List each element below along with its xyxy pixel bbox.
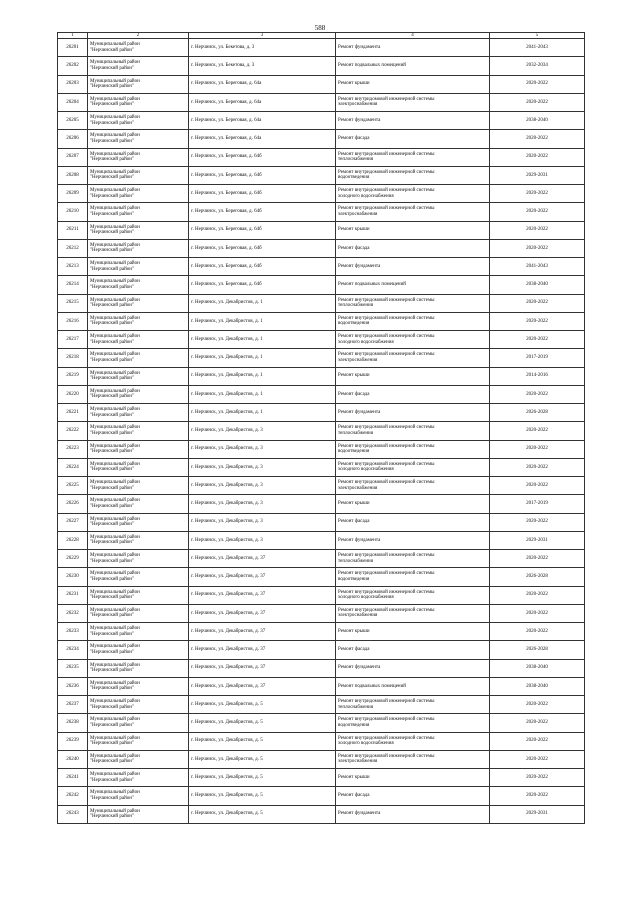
table-row bbox=[58, 221, 585, 239]
column-header: 3 bbox=[189, 33, 336, 39]
address-cell: г. Нерчинск, ул. Береговая, д. 64а bbox=[189, 130, 336, 148]
period-cell: 2020-2022 bbox=[490, 604, 585, 622]
period-cell: 2041-2043 bbox=[490, 258, 585, 276]
row-number-cell: 26223 bbox=[58, 440, 88, 458]
row-number-cell: 26228 bbox=[58, 531, 88, 549]
period-cell: 2020-2022 bbox=[490, 385, 585, 403]
period-cell: 2020-2022 bbox=[490, 294, 585, 312]
address-cell: г. Нерчинск, ул. Береговая, д. 64а bbox=[189, 112, 336, 130]
period-cell: 2032-2034 bbox=[490, 57, 585, 75]
work-type-cell: Ремонт фундамента bbox=[336, 531, 490, 549]
period-cell: 2020-2022 bbox=[490, 586, 585, 604]
work-type-cell: Ремонт фасада bbox=[336, 513, 490, 531]
address-cell: г. Нерчинск, ул. Береговая, д. 64а bbox=[189, 93, 336, 111]
address-cell: г. Нерчинск, ул. Декабристов, д. 5 bbox=[189, 732, 336, 750]
table-row bbox=[58, 696, 585, 714]
row-number-cell: 26239 bbox=[58, 732, 88, 750]
row-number-cell: 26202 bbox=[58, 57, 88, 75]
address-cell: г. Нерчинск, ул. Береговая, д. 64б bbox=[189, 185, 336, 203]
work-type-cell: Ремонт внутридомовой инженерной системы теплоснабжения bbox=[336, 294, 490, 312]
period-cell: 2020-2022 bbox=[490, 732, 585, 750]
work-type-cell: Ремонт фундамента bbox=[336, 659, 490, 677]
row-number-cell: 26225 bbox=[58, 477, 88, 495]
work-type-cell: Ремонт внутридомовой инженерной системы электроснабжения bbox=[336, 750, 490, 768]
table-row bbox=[58, 148, 585, 166]
row-number-cell: 26209 bbox=[58, 185, 88, 203]
municipality-cell: Муниципальный район "Нерчинский район" bbox=[88, 75, 189, 93]
address-cell: г. Нерчинск, ул. Береговая, д. 64б bbox=[189, 239, 336, 257]
row-number-cell: 26205 bbox=[58, 112, 88, 130]
table-row bbox=[58, 805, 585, 823]
row-number-cell: 26208 bbox=[58, 166, 88, 184]
address-cell: г. Нерчинск, ул. Декабристов, д. 3 bbox=[189, 477, 336, 495]
table-row bbox=[58, 623, 585, 641]
table-row bbox=[58, 659, 585, 677]
row-number-cell: 26221 bbox=[58, 404, 88, 422]
row-number-cell: 26222 bbox=[58, 422, 88, 440]
row-number-cell: 26233 bbox=[58, 623, 88, 641]
table-row bbox=[58, 404, 585, 422]
municipality-cell: Муниципальный район "Нерчинский район" bbox=[88, 404, 189, 422]
row-number-cell: 26218 bbox=[58, 349, 88, 367]
period-cell: 2020-2022 bbox=[490, 787, 585, 805]
address-cell: г. Нерчинск, ул. Бекетова, д. 3 bbox=[189, 57, 336, 75]
row-number-cell: 26241 bbox=[58, 769, 88, 787]
address-cell: г. Нерчинск, ул. Береговая, д. 64б bbox=[189, 258, 336, 276]
table-row bbox=[58, 166, 585, 184]
work-type-cell: Ремонт внутридомовой инженерной системы водоотведения bbox=[336, 568, 490, 586]
address-cell: г. Нерчинск, ул. Декабристов, д. 37 bbox=[189, 586, 336, 604]
municipality-cell: Муниципальный район "Нерчинский район" bbox=[88, 166, 189, 184]
table-row bbox=[58, 276, 585, 294]
row-number-cell: 26216 bbox=[58, 312, 88, 330]
row-number-cell: 26242 bbox=[58, 787, 88, 805]
table-row bbox=[58, 385, 585, 403]
municipality-cell: Муниципальный район "Нерчинский район" bbox=[88, 276, 189, 294]
table-row bbox=[58, 239, 585, 257]
period-cell: 2038-2040 bbox=[490, 276, 585, 294]
municipality-cell: Муниципальный район "Нерчинский район" bbox=[88, 550, 189, 568]
municipality-cell: Муниципальный район "Нерчинский район" bbox=[88, 112, 189, 130]
row-number-cell: 26227 bbox=[58, 513, 88, 531]
address-cell: г. Нерчинск, ул. Декабристов, д. 37 bbox=[189, 550, 336, 568]
work-type-cell: Ремонт фундамента bbox=[336, 112, 490, 130]
period-cell: 2020-2022 bbox=[490, 422, 585, 440]
table-row bbox=[58, 57, 585, 75]
municipality-cell: Муниципальный район "Нерчинский район" bbox=[88, 495, 189, 513]
period-cell: 2020-2022 bbox=[490, 331, 585, 349]
municipality-cell: Муниципальный район "Нерчинский район" bbox=[88, 203, 189, 221]
table-row bbox=[58, 495, 585, 513]
period-cell: 2020-2022 bbox=[490, 440, 585, 458]
work-type-cell: Ремонт подвальных помещений bbox=[336, 276, 490, 294]
municipality-cell: Муниципальный район "Нерчинский район" bbox=[88, 604, 189, 622]
period-cell: 2026-2028 bbox=[490, 568, 585, 586]
work-type-cell: Ремонт крыши bbox=[336, 75, 490, 93]
address-cell: г. Нерчинск, ул. Декабристов, д. 5 bbox=[189, 696, 336, 714]
period-cell: 2029-2031 bbox=[490, 531, 585, 549]
period-cell: 2020-2022 bbox=[490, 550, 585, 568]
row-number-cell: 26211 bbox=[58, 221, 88, 239]
row-number-cell: 26230 bbox=[58, 568, 88, 586]
period-cell: 2020-2022 bbox=[490, 130, 585, 148]
address-cell: г. Нерчинск, ул. Декабристов, д. 37 bbox=[189, 677, 336, 695]
table-row bbox=[58, 732, 585, 750]
row-number-cell: 26224 bbox=[58, 458, 88, 476]
municipality-cell: Муниципальный район "Нерчинский район" bbox=[88, 440, 189, 458]
row-number-cell: 26240 bbox=[58, 750, 88, 768]
work-type-cell: Ремонт внутридомовой инженерной системы теплоснабжения bbox=[336, 148, 490, 166]
address-cell: г. Нерчинск, ул. Декабристов, д. 5 bbox=[189, 750, 336, 768]
table-row bbox=[58, 422, 585, 440]
table-row bbox=[58, 750, 585, 768]
address-cell: г. Нерчинск, ул. Береговая, д. 64б bbox=[189, 148, 336, 166]
row-number-cell: 26234 bbox=[58, 641, 88, 659]
municipality-cell: Муниципальный район "Нерчинский район" bbox=[88, 221, 189, 239]
table-row bbox=[58, 93, 585, 111]
row-number-cell: 26204 bbox=[58, 93, 88, 111]
work-type-cell: Ремонт внутридомовой инженерной системы теплоснабжения bbox=[336, 696, 490, 714]
period-cell: 2020-2022 bbox=[490, 312, 585, 330]
municipality-cell: Муниципальный район "Нерчинский район" bbox=[88, 659, 189, 677]
table-row bbox=[58, 130, 585, 148]
table-row bbox=[58, 112, 585, 130]
address-cell: г. Нерчинск, ул. Бекетова, д. 3 bbox=[189, 39, 336, 57]
repair-schedule-table bbox=[57, 32, 585, 824]
address-cell: г. Нерчинск, ул. Декабристов, д. 1 bbox=[189, 294, 336, 312]
address-cell: г. Нерчинск, ул. Береговая, д. 64б bbox=[189, 221, 336, 239]
row-number-cell: 26220 bbox=[58, 385, 88, 403]
work-type-cell: Ремонт внутридомовой инженерной системы холодного водоснабжения bbox=[336, 458, 490, 476]
work-type-cell: Ремонт внутридомовой инженерной системы электроснабжения bbox=[336, 203, 490, 221]
municipality-cell: Муниципальный район "Нерчинский район" bbox=[88, 349, 189, 367]
work-type-cell: Ремонт фасада bbox=[336, 239, 490, 257]
period-cell: 2020-2022 bbox=[490, 623, 585, 641]
table-row bbox=[58, 714, 585, 732]
period-cell: 2020-2022 bbox=[490, 714, 585, 732]
address-cell: г. Нерчинск, ул. Декабристов, д. 3 bbox=[189, 422, 336, 440]
row-number-cell: 26215 bbox=[58, 294, 88, 312]
row-number-cell: 26231 bbox=[58, 586, 88, 604]
period-cell: 2020-2022 bbox=[490, 696, 585, 714]
column-header: 5 bbox=[490, 33, 585, 39]
table-row bbox=[58, 39, 585, 57]
work-type-cell: Ремонт крыши bbox=[336, 367, 490, 385]
period-cell: 2020-2022 bbox=[490, 513, 585, 531]
municipality-cell: Муниципальный район "Нерчинский район" bbox=[88, 57, 189, 75]
table-row bbox=[58, 367, 585, 385]
work-type-cell: Ремонт внутридомовой инженерной системы водоотведения bbox=[336, 312, 490, 330]
period-cell: 2020-2022 bbox=[490, 477, 585, 495]
row-number-cell: 26238 bbox=[58, 714, 88, 732]
municipality-cell: Муниципальный район "Нерчинский район" bbox=[88, 458, 189, 476]
work-type-cell: Ремонт подвальных помещений bbox=[336, 57, 490, 75]
work-type-cell: Ремонт внутридомовой инженерной системы теплоснабжения bbox=[336, 422, 490, 440]
period-cell: 2038-2040 bbox=[490, 677, 585, 695]
work-type-cell: Ремонт крыши bbox=[336, 769, 490, 787]
table-body bbox=[58, 33, 585, 824]
address-cell: г. Нерчинск, ул. Декабристов, д. 37 bbox=[189, 641, 336, 659]
row-number-cell: 26236 bbox=[58, 677, 88, 695]
period-cell: 2017-2019 bbox=[490, 495, 585, 513]
municipality-cell: Муниципальный район "Нерчинский район" bbox=[88, 93, 189, 111]
municipality-cell: Муниципальный район "Нерчинский район" bbox=[88, 148, 189, 166]
work-type-cell: Ремонт внутридомовой инженерной системы холодного водоснабжения bbox=[336, 331, 490, 349]
address-cell: г. Нерчинск, ул. Декабристов, д. 1 bbox=[189, 404, 336, 422]
municipality-cell: Муниципальный район "Нерчинский район" bbox=[88, 805, 189, 823]
period-cell: 2014-2016 bbox=[490, 367, 585, 385]
address-cell: г. Нерчинск, ул. Береговая, д. 64а bbox=[189, 75, 336, 93]
address-cell: г. Нерчинск, ул. Береговая, д. 64б bbox=[189, 166, 336, 184]
municipality-cell: Муниципальный район "Нерчинский район" bbox=[88, 185, 189, 203]
table-row bbox=[58, 641, 585, 659]
row-number-cell: 26217 bbox=[58, 331, 88, 349]
municipality-cell: Муниципальный район "Нерчинский район" bbox=[88, 714, 189, 732]
work-type-cell: Ремонт фасада bbox=[336, 787, 490, 805]
row-number-cell: 26212 bbox=[58, 239, 88, 257]
row-number-cell: 26235 bbox=[58, 659, 88, 677]
address-cell: г. Нерчинск, ул. Декабристов, д. 5 bbox=[189, 805, 336, 823]
municipality-cell: Муниципальный район "Нерчинский район" bbox=[88, 769, 189, 787]
address-cell: г. Нерчинск, ул. Декабристов, д. 37 bbox=[189, 604, 336, 622]
work-type-cell: Ремонт фундамента bbox=[336, 258, 490, 276]
address-cell: г. Нерчинск, ул. Декабристов, д. 1 bbox=[189, 385, 336, 403]
table-row bbox=[58, 787, 585, 805]
row-number-cell: 26206 bbox=[58, 130, 88, 148]
period-cell: 2020-2022 bbox=[490, 203, 585, 221]
address-cell: г. Нерчинск, ул. Декабристов, д. 37 bbox=[189, 568, 336, 586]
row-number-cell: 26210 bbox=[58, 203, 88, 221]
row-number-cell: 26214 bbox=[58, 276, 88, 294]
address-cell: г. Нерчинск, ул. Береговая, д. 64б bbox=[189, 276, 336, 294]
work-type-cell: Ремонт внутридомовой инженерной системы холодного водоснабжения bbox=[336, 586, 490, 604]
work-type-cell: Ремонт фундамента bbox=[336, 404, 490, 422]
period-cell: 2026-2028 bbox=[490, 404, 585, 422]
table-row bbox=[58, 349, 585, 367]
municipality-cell: Муниципальный район "Нерчинский район" bbox=[88, 696, 189, 714]
row-number-cell: 26237 bbox=[58, 696, 88, 714]
period-cell: 2029-2031 bbox=[490, 166, 585, 184]
row-number-cell: 26219 bbox=[58, 367, 88, 385]
table-row bbox=[58, 203, 585, 221]
work-type-cell: Ремонт крыши bbox=[336, 221, 490, 239]
address-cell: г. Нерчинск, ул. Береговая, д. 64б bbox=[189, 203, 336, 221]
address-cell: г. Нерчинск, ул. Декабристов, д. 37 bbox=[189, 623, 336, 641]
table-row bbox=[58, 294, 585, 312]
table-row bbox=[58, 458, 585, 476]
page-number: 588 bbox=[314, 24, 326, 32]
municipality-cell: Муниципальный район "Нерчинский район" bbox=[88, 586, 189, 604]
table-row bbox=[58, 568, 585, 586]
address-cell: г. Нерчинск, ул. Декабристов, д. 3 bbox=[189, 440, 336, 458]
address-cell: г. Нерчинск, ул. Декабристов, д. 1 bbox=[189, 367, 336, 385]
address-cell: г. Нерчинск, ул. Декабристов, д. 3 bbox=[189, 513, 336, 531]
table-row bbox=[58, 604, 585, 622]
work-type-cell: Ремонт крыши bbox=[336, 495, 490, 513]
work-type-cell: Ремонт внутридомовой инженерной системы водоотведения bbox=[336, 166, 490, 184]
municipality-cell: Муниципальный район "Нерчинский район" bbox=[88, 531, 189, 549]
table-row bbox=[58, 477, 585, 495]
work-type-cell: Ремонт внутридомовой инженерной системы электроснабжения bbox=[336, 477, 490, 495]
municipality-cell: Муниципальный район "Нерчинский район" bbox=[88, 568, 189, 586]
municipality-cell: Муниципальный район "Нерчинский район" bbox=[88, 787, 189, 805]
table-row bbox=[58, 258, 585, 276]
table-row bbox=[58, 440, 585, 458]
row-number-cell: 26232 bbox=[58, 604, 88, 622]
work-type-cell: Ремонт фасада bbox=[336, 130, 490, 148]
municipality-cell: Муниципальный район "Нерчинский район" bbox=[88, 477, 189, 495]
row-number-cell: 26213 bbox=[58, 258, 88, 276]
municipality-cell: Муниципальный район "Нерчинский район" bbox=[88, 385, 189, 403]
period-cell: 2038-2040 bbox=[490, 112, 585, 130]
municipality-cell: Муниципальный район "Нерчинский район" bbox=[88, 39, 189, 57]
period-cell: 2020-2022 bbox=[490, 93, 585, 111]
row-number-cell: 26203 bbox=[58, 75, 88, 93]
period-cell: 2026-2028 bbox=[490, 641, 585, 659]
work-type-cell: Ремонт внутридомовой инженерной системы холодного водоснабжения bbox=[336, 732, 490, 750]
table-row bbox=[58, 531, 585, 549]
address-cell: г. Нерчинск, ул. Декабристов, д. 5 bbox=[189, 787, 336, 805]
work-type-cell: Ремонт внутридомовой инженерной системы водоотведения bbox=[336, 440, 490, 458]
period-cell: 2020-2022 bbox=[490, 769, 585, 787]
address-cell: г. Нерчинск, ул. Декабристов, д. 5 bbox=[189, 769, 336, 787]
table-row bbox=[58, 331, 585, 349]
work-type-cell: Ремонт внутридомовой инженерной системы электроснабжения bbox=[336, 604, 490, 622]
column-header: 2 bbox=[88, 33, 189, 39]
period-cell: 2020-2022 bbox=[490, 148, 585, 166]
address-cell: г. Нерчинск, ул. Декабристов, д. 3 bbox=[189, 458, 336, 476]
work-type-cell: Ремонт внутридомовой инженерной системы водоотведения bbox=[336, 714, 490, 732]
address-cell: г. Нерчинск, ул. Декабристов, д. 1 bbox=[189, 349, 336, 367]
municipality-cell: Муниципальный район "Нерчинский район" bbox=[88, 623, 189, 641]
period-cell: 2020-2022 bbox=[490, 221, 585, 239]
municipality-cell: Муниципальный район "Нерчинский район" bbox=[88, 331, 189, 349]
address-cell: г. Нерчинск, ул. Декабристов, д. 1 bbox=[189, 331, 336, 349]
column-header: 4 bbox=[336, 33, 490, 39]
municipality-cell: Муниципальный район "Нерчинский район" bbox=[88, 422, 189, 440]
table-row bbox=[58, 75, 585, 93]
municipality-cell: Муниципальный район "Нерчинский район" bbox=[88, 130, 189, 148]
period-cell: 2020-2022 bbox=[490, 239, 585, 257]
column-header: 1 bbox=[58, 33, 88, 39]
row-number-cell: 26243 bbox=[58, 805, 88, 823]
period-cell: 2029-2031 bbox=[490, 805, 585, 823]
municipality-cell: Муниципальный район "Нерчинский район" bbox=[88, 258, 189, 276]
work-type-cell: Ремонт внутридомовой инженерной системы холодного водоснабжения bbox=[336, 185, 490, 203]
table-row bbox=[58, 677, 585, 695]
work-type-cell: Ремонт фундамента bbox=[336, 805, 490, 823]
municipality-cell: Муниципальный район "Нерчинский район" bbox=[88, 239, 189, 257]
municipality-cell: Муниципальный район "Нерчинский район" bbox=[88, 677, 189, 695]
municipality-cell: Муниципальный район "Нерчинский район" bbox=[88, 641, 189, 659]
row-number-cell: 26229 bbox=[58, 550, 88, 568]
address-cell: г. Нерчинск, ул. Декабристов, д. 37 bbox=[189, 659, 336, 677]
municipality-cell: Муниципальный район "Нерчинский район" bbox=[88, 367, 189, 385]
municipality-cell: Муниципальный район "Нерчинский район" bbox=[88, 312, 189, 330]
table-row bbox=[58, 769, 585, 787]
address-cell: г. Нерчинск, ул. Декабристов, д. 5 bbox=[189, 714, 336, 732]
work-type-cell: Ремонт фасада bbox=[336, 641, 490, 659]
work-type-cell: Ремонт крыши bbox=[336, 623, 490, 641]
table-row bbox=[58, 312, 585, 330]
period-cell: 2041-2043 bbox=[490, 39, 585, 57]
work-type-cell: Ремонт фундамента bbox=[336, 39, 490, 57]
table-row bbox=[58, 586, 585, 604]
row-number-cell: 26201 bbox=[58, 39, 88, 57]
period-cell: 2020-2022 bbox=[490, 185, 585, 203]
address-cell: г. Нерчинск, ул. Декабристов, д. 3 bbox=[189, 531, 336, 549]
work-type-cell: Ремонт фасада bbox=[336, 385, 490, 403]
address-cell: г. Нерчинск, ул. Декабристов, д. 3 bbox=[189, 495, 336, 513]
period-cell: 2020-2022 bbox=[490, 75, 585, 93]
table-row bbox=[58, 185, 585, 203]
period-cell: 2017-2019 bbox=[490, 349, 585, 367]
municipality-cell: Муниципальный район "Нерчинский район" bbox=[88, 513, 189, 531]
period-cell: 2020-2022 bbox=[490, 750, 585, 768]
municipality-cell: Муниципальный район "Нерчинский район" bbox=[88, 750, 189, 768]
work-type-cell: Ремонт внутридомовой инженерной системы электроснабжения bbox=[336, 93, 490, 111]
period-cell: 2020-2022 bbox=[490, 458, 585, 476]
work-type-cell: Ремонт внутридомовой инженерной системы теплоснабжения bbox=[336, 550, 490, 568]
table-row bbox=[58, 550, 585, 568]
address-cell: г. Нерчинск, ул. Декабристов, д. 1 bbox=[189, 312, 336, 330]
row-number-cell: 26207 bbox=[58, 148, 88, 166]
table-row bbox=[58, 513, 585, 531]
work-type-cell: Ремонт внутридомовой инженерной системы электроснабжения bbox=[336, 349, 490, 367]
row-number-cell: 26226 bbox=[58, 495, 88, 513]
period-cell: 2038-2040 bbox=[490, 659, 585, 677]
municipality-cell: Муниципальный район "Нерчинский район" bbox=[88, 732, 189, 750]
work-type-cell: Ремонт подвальных помещений bbox=[336, 677, 490, 695]
municipality-cell: Муниципальный район "Нерчинский район" bbox=[88, 294, 189, 312]
